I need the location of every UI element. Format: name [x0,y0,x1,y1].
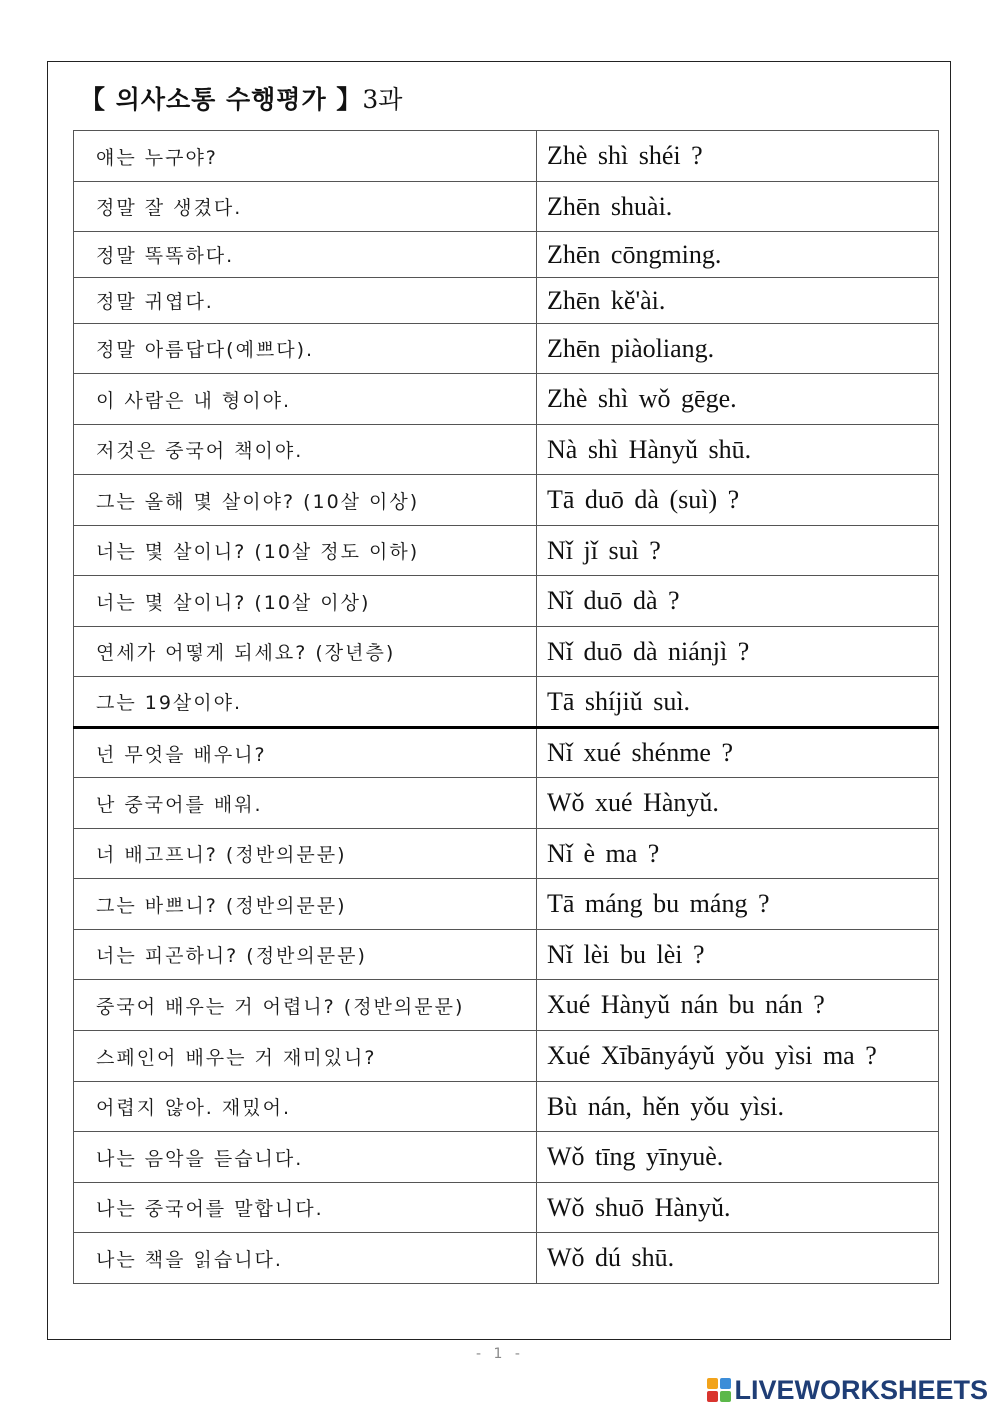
pinyin-cell: Zhēn shuài. [537,182,939,232]
pinyin-cell: Nà shì Hànyǔ shū. [537,425,939,475]
korean-cell: 정말 똑똑하다. [74,232,537,278]
korean-cell: 얘는 누구야? [74,131,537,182]
table-row [74,1233,939,1284]
pinyin-cell: Wǒ tīng yīnyuè. [537,1132,939,1183]
logo-square-1 [707,1378,718,1389]
table-row [74,1132,939,1183]
korean-cell: 너 배고프니? (정반의문문) [74,829,537,879]
vocab-table [73,130,939,1284]
table-row [74,182,939,232]
table-row [74,131,939,182]
table-row [74,232,939,278]
korean-cell: 나는 책을 읽습니다. [74,1233,537,1284]
korean-cell: 그는 바쁘니? (정반의문문) [74,879,537,930]
table-row [74,778,939,829]
korean-cell: 너는 몇 살이니? (10살 이상) [74,576,537,627]
pinyin-cell: Nǐ duō dà niánjì ? [537,627,939,677]
korean-cell: 너는 피곤하니? (정반의문문) [74,930,537,980]
pinyin-cell: Nǐ duō dà ? [537,576,939,627]
table-row [74,930,939,980]
pinyin-cell: Xué Xībānyáyǔ yǒu yìsi ma ? [537,1031,939,1082]
korean-cell: 스페인어 배우는 거 재미있니? [74,1031,537,1082]
table-row [74,374,939,425]
pinyin-cell: Nǐ è ma ? [537,829,939,879]
table-row [74,879,939,930]
table-row [74,627,939,677]
korean-cell: 어렵지 않아. 재밌어. [74,1082,537,1132]
table-row [74,425,939,475]
brand-name: LIVEWORKSHEETS [734,1374,988,1405]
pinyin-cell: Nǐ lèi bu lèi ? [537,930,939,980]
table-row [74,1183,939,1233]
pinyin-cell: Nǐ xué shénme ? [537,728,939,778]
korean-cell: 나는 음악을 듣습니다. [74,1132,537,1183]
korean-cell: 정말 잘 생겼다. [74,182,537,232]
korean-cell: 저것은 중국어 책이야. [74,425,537,475]
logo-square-3 [707,1391,718,1402]
korean-cell: 그는 올해 몇 살이야? (10살 이상) [74,475,537,526]
pinyin-cell: Tā máng bu máng ? [537,879,939,930]
korean-cell: 나는 중국어를 말합니다. [74,1183,537,1233]
table-row [74,980,939,1031]
table-row [74,829,939,879]
pinyin-cell: Nǐ jǐ suì ? [537,526,939,576]
logo-square-2 [720,1378,731,1389]
logo-square-4 [720,1391,731,1402]
table-row [74,324,939,374]
pinyin-cell: Xué Hànyǔ nán bu nán ? [537,980,939,1031]
pinyin-cell: Zhè shì wǒ gēge. [537,374,939,425]
pinyin-cell: Bù nán, hěn yǒu yìsi. [537,1082,939,1132]
page-number: - 1 - [476,1346,524,1362]
pinyin-cell: Zhēn kě'ài. [537,278,939,324]
korean-cell: 중국어 배우는 거 어렵니? (정반의문문) [74,980,537,1031]
page-title [80,80,402,120]
korean-cell: 그는 19살이야. [74,677,537,728]
pinyin-cell: Wǒ dú shū. [537,1233,939,1284]
table-row [74,278,939,324]
korean-cell: 넌 무엇을 배우니? [74,728,537,778]
table-row [74,677,939,728]
korean-cell: 이 사람은 내 형이야. [74,374,537,425]
pinyin-cell: Zhēn cōngming. [537,232,939,278]
table-row [74,1031,939,1082]
title-lesson: 3과 [362,85,403,114]
table-row [74,576,939,627]
pinyin-cell: Tā shíjiǔ suì. [537,677,939,728]
korean-cell: 난 중국어를 배워. [74,778,537,829]
pinyin-cell: Tā duō dà (suì) ? [537,475,939,526]
table-row [74,475,939,526]
korean-cell: 정말 아름답다(예쁘다). [74,324,537,374]
table-row [74,728,939,778]
liveworksheets-logo-icon [707,1378,731,1402]
pinyin-cell: Zhēn piàoliang. [537,324,939,374]
korean-cell: 연세가 어떻게 되세요? (장년층) [74,627,537,677]
table-row [74,526,939,576]
table-row [74,1082,939,1132]
pinyin-cell: Wǒ xué Hànyǔ. [537,778,939,829]
title-text: 【 의사소통 수행평가 】 [80,85,363,114]
pinyin-cell: Wǒ shuō Hànyǔ. [537,1183,939,1233]
liveworksheets-brand[interactable] [707,1375,988,1405]
pinyin-cell: Zhè shì shéi ? [537,131,939,182]
korean-cell: 너는 몇 살이니? (10살 정도 이하) [74,526,537,576]
korean-cell: 정말 귀엽다. [74,278,537,324]
